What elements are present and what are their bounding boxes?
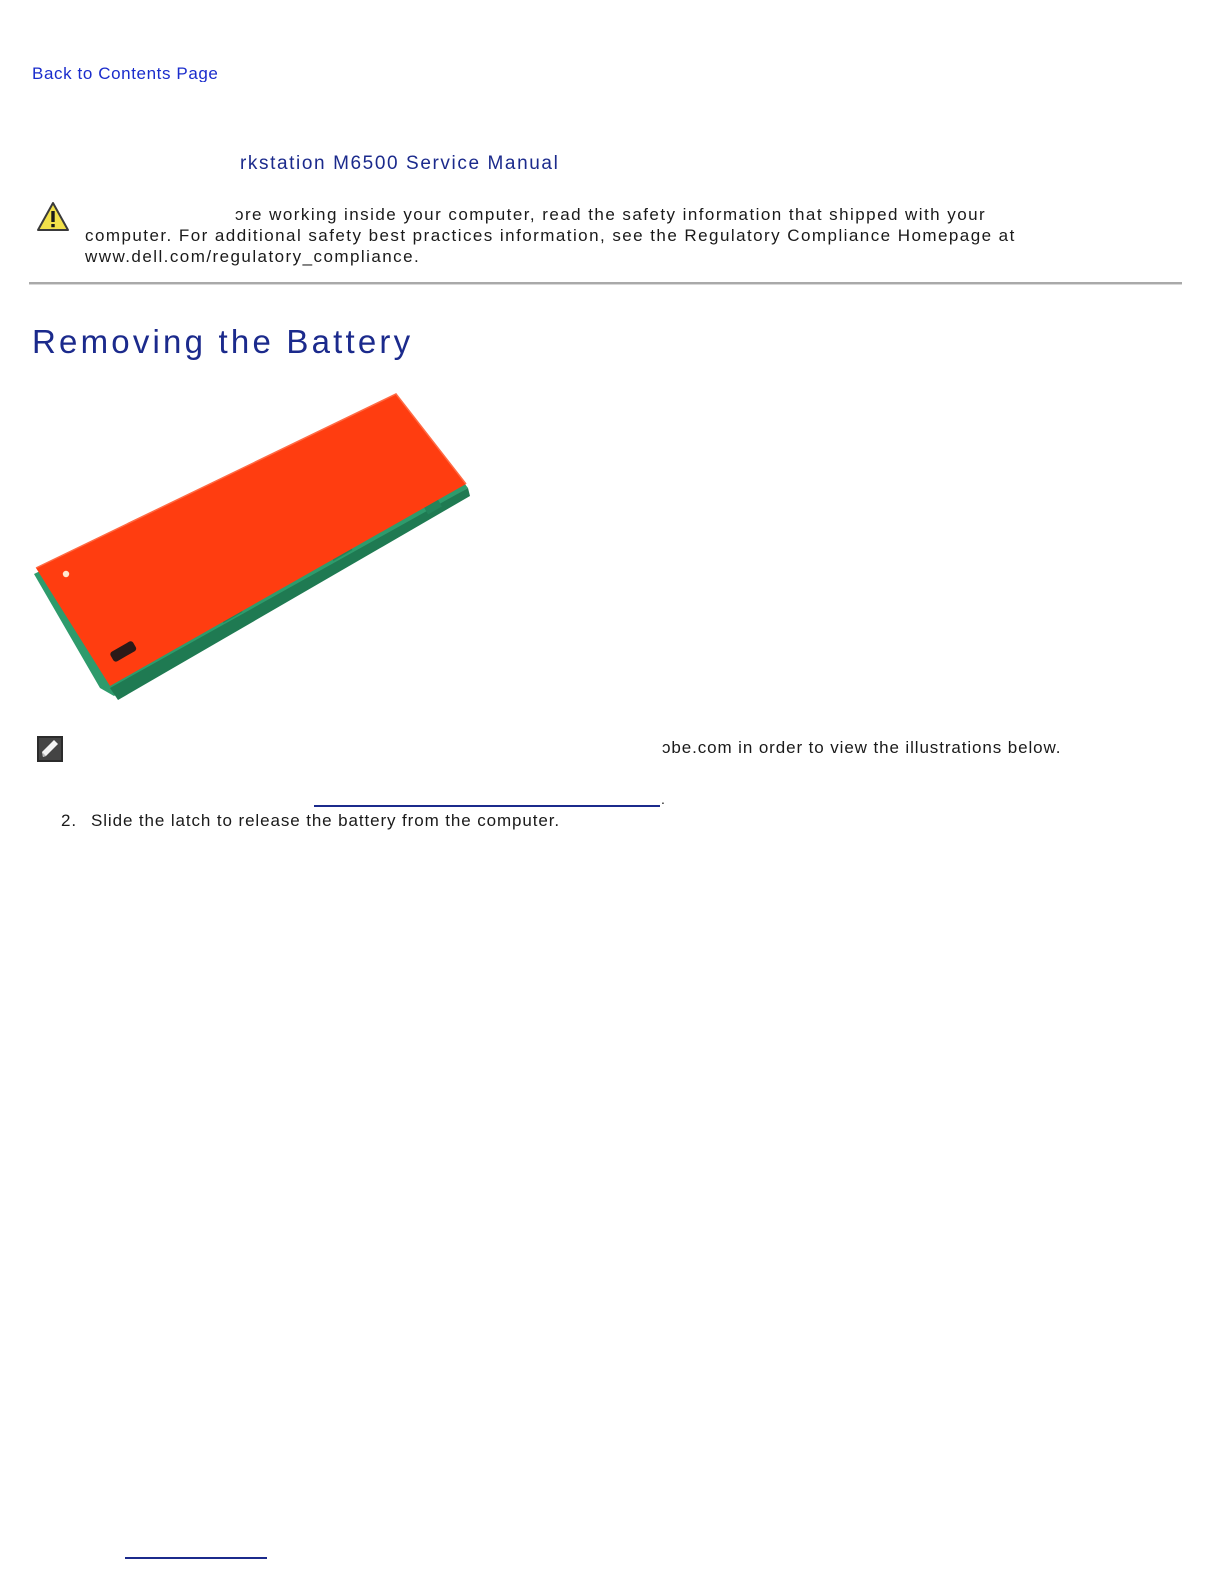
manual-title: rkstation M6500 Service Manual	[240, 153, 560, 174]
step-1-link-underline[interactable]	[314, 805, 660, 807]
battery-image	[30, 388, 480, 708]
section-title: Removing the Battery	[32, 323, 414, 360]
step-2-text: Slide the latch to release the battery from the computer.	[91, 811, 560, 830]
note-text: ɔbe.com in order to view the illustrations below.	[662, 738, 1062, 757]
note-pencil-icon	[36, 735, 64, 763]
warning-triangle-icon	[36, 201, 70, 233]
step-2-number: 2.	[61, 811, 77, 830]
warning-line-1: ɔre working inside your computer, read the safety information that shipped with your	[235, 205, 987, 224]
footer-link-underline[interactable]	[125, 1557, 267, 1559]
horizontal-divider	[29, 282, 1182, 285]
step-1-period: .	[661, 791, 665, 807]
warning-line-3: www.dell.com/regulatory_compliance.	[85, 247, 421, 266]
warning-line-2: computer. For additional safety best practices information, see the Regulatory Compliance Homepage at	[85, 226, 1016, 245]
step-2	[61, 811, 560, 831]
warning-text	[85, 204, 1175, 267]
back-to-contents-link[interactable]: Back to Contents Page	[32, 64, 219, 82]
